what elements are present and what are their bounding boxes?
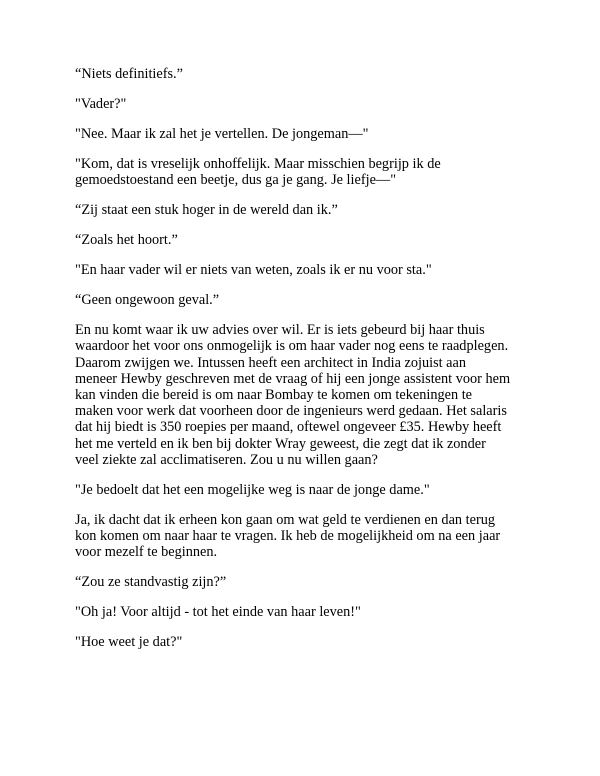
text-line: “Geen ongewoon geval.” (75, 292, 220, 309)
text-line: "Oh ja! Voor altijd - tot het einde van haar leven!" (75, 604, 361, 621)
paragraph (75, 262, 540, 278)
text-line: veel ziekte zal acclimatiseren. Zou u nu willen gaan? (75, 451, 378, 468)
text-line: "Vader?" (75, 96, 127, 112)
text-line: maken voor werk dat voorheen door de ingenieurs werd gedaan. Het salaris (75, 403, 507, 420)
text-line: kan vinden die bereid is om naar Bombay te komen om tekeningen te (75, 387, 473, 404)
text-line: kon komen om naar haar te vragen. Ik heb de mogelijkheid om na een jaar (75, 528, 501, 545)
text-line: gemoedstoestand een beetje, dus ga je gang. Je liefje—" (75, 172, 397, 189)
text-line: "Hoe weet je dat?" (75, 634, 183, 651)
text-line: “Zoals het hoort.” (75, 232, 178, 249)
paragraph (75, 604, 540, 620)
text-line: Ja, ik dacht dat ik erheen kon gaan om wat geld te verdienen en dan terug (75, 511, 496, 528)
text-line: “Niets definitiefs.” (75, 66, 183, 82)
text-line: "En haar vader wil er niets van weten, zoals ik er nu voor sta." (75, 262, 432, 279)
paragraph (75, 96, 540, 112)
text-line: waardoor het voor ons onmogelijk is om haar vader nog eens te raadplegen. (75, 338, 509, 355)
paragraph (75, 292, 540, 308)
text-line: En nu komt waar ik uw advies over wil. Er is iets gebeurd bij haar thuis (75, 322, 485, 339)
paragraph (75, 66, 540, 82)
text-line: "Kom, dat is vreselijk onhoffelijk. Maar misschien begrijp ik de (75, 156, 441, 172)
text-line: meneer Hewby geschreven met de vraag of hij een jonge assistent voor hem (75, 370, 511, 387)
paragraph (75, 202, 540, 218)
paragraph (75, 322, 540, 468)
paragraph (75, 156, 540, 188)
paragraph (75, 574, 540, 590)
paragraph (75, 512, 540, 561)
paragraph (75, 482, 540, 498)
text-line: “Zou ze standvastig zijn?” (75, 574, 227, 591)
text-line: voor mezelf te beginnen. (75, 544, 218, 561)
text-line: het me verteld en ik ben bij dokter Wray geweest, die zegt dat ik zonder (75, 435, 486, 452)
paragraph (75, 634, 540, 650)
text-line: “Zij staat een stuk hoger in de wereld dan ik.” (75, 202, 338, 219)
text-line: Daarom zwijgen we. Intussen heeft een architect in India zojuist aan (75, 354, 467, 371)
text-line: "Je bedoelt dat het een mogelijke weg is naar de jonge dame." (75, 481, 430, 498)
paragraph (75, 126, 540, 142)
text-line: "Nee. Maar ik zal het je vertellen. De jongeman—" (75, 126, 369, 142)
paragraph (75, 232, 540, 248)
text-line: dat hij biedt is 350 roepies per maand, oftewel ongeveer £35. Hewby heeft (75, 419, 502, 436)
document-page (75, 66, 540, 664)
